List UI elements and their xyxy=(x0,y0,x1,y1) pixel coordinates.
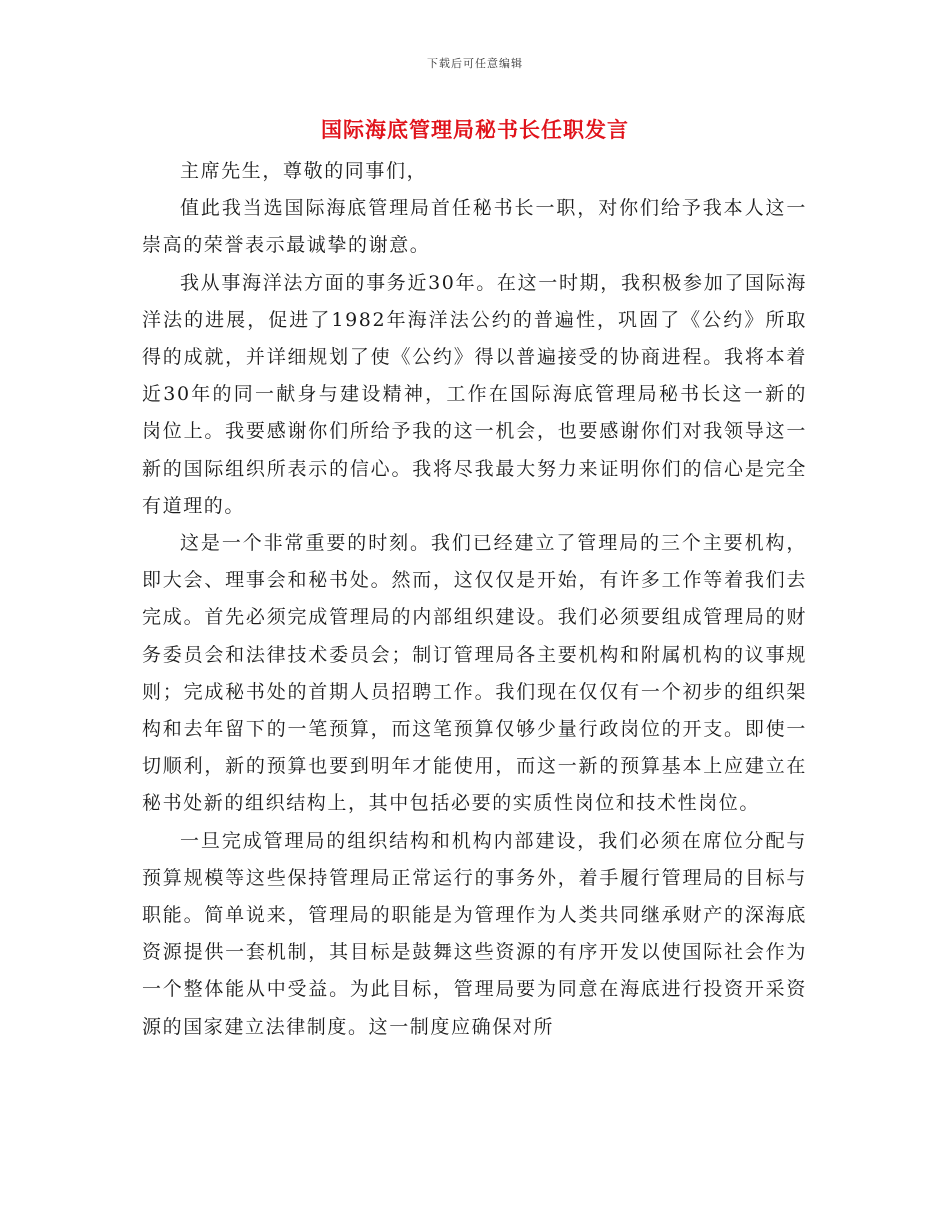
paragraph-important-moment: 这是一个非常重要的时刻。我们已经建立了管理局的三个主要机构，即大会、理事会和秘书处。然而，这仅仅是开始，有许多工作等着我们去完成。首先必须完成管理局的内部组织建设。我们必须要组成管理局的财务委员会和法律技术委员会；制订管理局各主要机构和附属机构的议事规则；完成秘书处的首期人员招聘工作。我们现在仅仅有一个初步的组织架构和去年留下的一笔预算，而这笔预算仅够少量行政岗位的开支。即使一切顺利，新的预算也要到明年才能使用，而这一新的预算基本上应建立在秘书处新的组织结构上，其中包括必要的实质性岗位和技术性岗位。 xyxy=(142,532,807,815)
paragraph-experience: 我从事海洋法方面的事务近30年。在这一时期，我积极参加了国际海洋法的进展，促进了1982年海洋法公约的普遍性，巩固了《公约》所取得的成就，并详细规划了使《公约》得以普遍接受的协商进程。我将本着近30年的同一献身与建设精神，工作在国际海底管理局秘书长这一新的岗位上。我要感谢你们所给予我的这一机会，也要感谢你们对我领导这一新的国际组织所表示的信心。我将尽我最大努力来证明你们的信心是完全有道理的。 xyxy=(142,271,807,517)
document-body xyxy=(142,153,807,1046)
document-title: 国际海底管理局秘书长任职发言 xyxy=(321,117,629,142)
header-note: 下载后可任意编辑 xyxy=(427,57,523,70)
paragraph-thanks: 值此我当选国际海底管理局首任秘书长一职，对你们给予我本人这一崇高的荣誉表示最诚挚的谢意。 xyxy=(142,197,807,257)
paragraph-salutation: 主席先生，尊敬的同事们， xyxy=(180,160,428,182)
paragraph-functions: 一旦完成管理局的组织结构和机构内部建设，我们必须在席位分配与预算规模等这些保持管理局正常运行的事务外，着手履行管理局的目标与职能。简单说来，管理局的职能是为管理作为人类共同继承财产的深海底资源提供一套机制，其目标是鼓舞这些资源的有序开发以使国际社会作为一个整体能从中受益。为此目标，管理局要为同意在海底进行投资开采资源的国家建立法律制度。这一制度应确保对所 xyxy=(142,829,807,1038)
